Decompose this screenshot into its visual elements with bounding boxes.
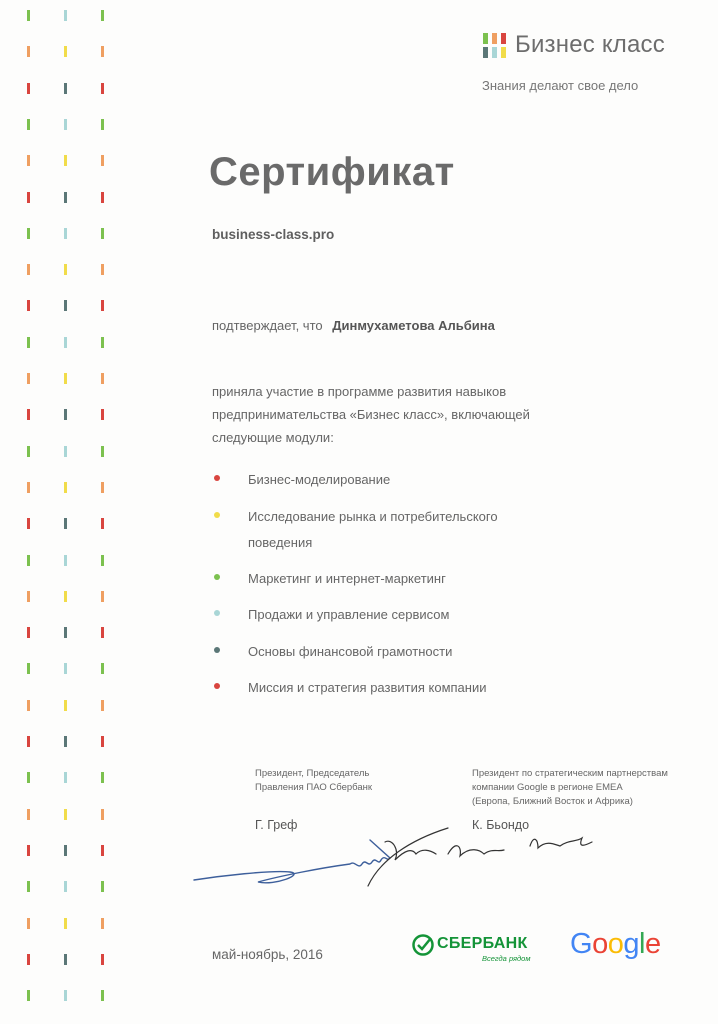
- stripe-dash: [101, 627, 104, 638]
- sberbank-icon: [412, 934, 434, 956]
- stripe-dash: [27, 918, 30, 929]
- stripe-dash: [101, 555, 104, 566]
- stripe-dash: [64, 700, 67, 711]
- stripe-dash: [27, 192, 30, 203]
- stripe-dash: [27, 845, 30, 856]
- module-label: Миссия и стратегия развития компании: [248, 680, 487, 695]
- stripe-dash: [27, 155, 30, 166]
- stripe-dash: [64, 591, 67, 602]
- site-url: business-class.pro: [212, 227, 335, 242]
- stripe-dash: [27, 46, 30, 57]
- sberbank-name: СБЕРБАНК: [437, 935, 528, 952]
- brand-name: Бизнес класс: [515, 31, 665, 58]
- program-description: [212, 380, 572, 449]
- module-label: Маркетинг и интернет-маркетинг: [248, 571, 446, 586]
- stripe-dash: [27, 228, 30, 239]
- stripe-dash: [64, 119, 67, 130]
- signature-left-icon: [194, 840, 390, 883]
- position-line: компании Google в регионе EMEA: [472, 782, 623, 793]
- stripe-dash: [27, 990, 30, 1001]
- stripe-dash: [101, 83, 104, 94]
- stripe-dash: [64, 663, 67, 674]
- stripe-dash: [27, 337, 30, 348]
- stripe-dash: [101, 591, 104, 602]
- stripe-dash: [27, 555, 30, 566]
- google-letter: e: [644, 928, 661, 960]
- logo-mark-bar: [483, 33, 488, 44]
- stripe-dash: [27, 736, 30, 747]
- bullet-dot-icon: [214, 647, 220, 653]
- page-title: Сертификат: [209, 150, 455, 194]
- logo-mark-bar: [492, 47, 497, 58]
- google-letter: o: [592, 928, 608, 960]
- stripe-dash: [101, 482, 104, 493]
- stripe-dash: [27, 446, 30, 457]
- stripe-dash: [64, 772, 67, 783]
- stripe-dash: [27, 119, 30, 130]
- signer-left-name: Г. Греф: [255, 818, 298, 832]
- stripe-dash: [27, 772, 30, 783]
- stripe-dash: [64, 736, 67, 747]
- stripe-dash: [101, 990, 104, 1001]
- google-logo: [570, 928, 661, 961]
- program-dates: май-ноябрь, 2016: [212, 947, 323, 962]
- stripe-dash: [64, 555, 67, 566]
- bullet-dot-icon: [214, 574, 220, 580]
- stripe-dash: [101, 700, 104, 711]
- stripe-dash: [101, 337, 104, 348]
- google-letter: g: [623, 928, 639, 960]
- stripe-dash: [27, 300, 30, 311]
- stripe-dash: [101, 845, 104, 856]
- bullet-dot-icon: [214, 683, 220, 689]
- position-line: Президент по стратегическим партнерствам: [472, 768, 668, 779]
- decorative-stripes: [0, 0, 120, 1024]
- recipient-name: Динмухаметова Альбина: [332, 318, 495, 333]
- stripe-dash: [64, 518, 67, 529]
- intro-line: следующие модули:: [212, 430, 334, 445]
- stripe-dash: [27, 409, 30, 420]
- stripe-dash: [64, 228, 67, 239]
- stripe-dash: [101, 228, 104, 239]
- confirm-prefix: подтверждает, что: [212, 318, 323, 333]
- stripe-dash: [27, 264, 30, 275]
- sberbank-logo: [412, 932, 542, 968]
- stripe-dash: [101, 518, 104, 529]
- stripe-dash: [101, 918, 104, 929]
- stripe-dash: [64, 881, 67, 892]
- stripe-dash: [64, 482, 67, 493]
- stripe-dash: [64, 954, 67, 965]
- stripe-dash: [64, 46, 67, 57]
- stripe-dash: [101, 409, 104, 420]
- logo-mark-bar: [501, 33, 506, 44]
- module-label: Исследование рынка и потребительского: [248, 509, 498, 524]
- stripe-dash: [27, 373, 30, 384]
- logo-mark-bar: [501, 47, 506, 58]
- position-line: (Европа, Ближний Восток и Африка): [472, 796, 633, 807]
- stripe-dash: [27, 663, 30, 674]
- signer-right-position: [472, 767, 668, 809]
- stripe-dash: [101, 46, 104, 57]
- stripe-dash: [64, 264, 67, 275]
- brand-mark-icon: [483, 33, 506, 58]
- bullet-dot-icon: [214, 475, 220, 481]
- stripe-dash: [101, 772, 104, 783]
- stripe-dash: [101, 736, 104, 747]
- intro-line: приняла участие в программе развития навыков: [212, 384, 507, 399]
- stripe-dash: [27, 700, 30, 711]
- sberbank-slogan: Всегда рядом: [482, 954, 531, 963]
- stripe-dash: [101, 155, 104, 166]
- module-label: Продажи и управление сервисом: [248, 607, 450, 622]
- stripe-dash: [101, 264, 104, 275]
- intro-line: предпринимательства «Бизнес класс», включающей: [212, 407, 530, 422]
- stripe-dash: [101, 10, 104, 21]
- bullet-dot-icon: [214, 512, 220, 518]
- stripe-dash: [101, 446, 104, 457]
- position-line: Правления ПАО Сбербанк: [255, 782, 373, 793]
- stripe-dash: [27, 881, 30, 892]
- stripe-dash: [27, 518, 30, 529]
- brand-tagline: Знания делают свое дело: [482, 78, 639, 93]
- stripe-dash: [101, 954, 104, 965]
- stripe-dash: [64, 446, 67, 457]
- stripe-dash: [27, 482, 30, 493]
- stripe-dash: [64, 990, 67, 1001]
- stripe-dash: [64, 845, 67, 856]
- stripe-dash: [64, 300, 67, 311]
- stripe-dash: [101, 663, 104, 674]
- logo-mark-bar: [492, 33, 497, 44]
- stripe-dash: [27, 83, 30, 94]
- module-label: поведения: [248, 535, 313, 550]
- bullet-dot-icon: [214, 610, 220, 616]
- brand-logo: [483, 31, 665, 59]
- stripe-dash: [64, 155, 67, 166]
- position-line: Президент, Председатель: [255, 768, 370, 779]
- stripe-dash: [101, 809, 104, 820]
- google-letter: G: [570, 928, 593, 960]
- stripe-dash: [64, 627, 67, 638]
- stripe-dash: [64, 337, 67, 348]
- confirmation-line: [212, 318, 495, 333]
- stripe-dash: [64, 409, 67, 420]
- stripe-dash: [27, 10, 30, 21]
- signature-right-icon: [368, 828, 592, 886]
- stripe-dash: [64, 373, 67, 384]
- stripe-dash: [64, 192, 67, 203]
- module-label: Бизнес-моделирование: [248, 472, 391, 487]
- stripe-dash: [27, 591, 30, 602]
- signer-left-position: [255, 767, 372, 795]
- stripe-dash: [101, 119, 104, 130]
- google-letter: o: [607, 928, 624, 960]
- stripe-dash: [101, 300, 104, 311]
- stripe-dash: [27, 809, 30, 820]
- module-label: Основы финансовой грамотности: [248, 644, 453, 659]
- signer-right-name: К. Бьондо: [472, 818, 530, 832]
- logo-mark-bar: [483, 47, 488, 58]
- stripe-dash: [64, 83, 67, 94]
- stripe-dash: [101, 192, 104, 203]
- stripe-dash: [101, 881, 104, 892]
- stripe-dash: [64, 809, 67, 820]
- stripe-dash: [27, 954, 30, 965]
- stripe-dash: [27, 627, 30, 638]
- stripe-dash: [64, 918, 67, 929]
- stripe-dash: [64, 10, 67, 21]
- google-letter: l: [638, 928, 645, 960]
- handwritten-signatures: [180, 820, 600, 900]
- stripe-dash: [101, 373, 104, 384]
